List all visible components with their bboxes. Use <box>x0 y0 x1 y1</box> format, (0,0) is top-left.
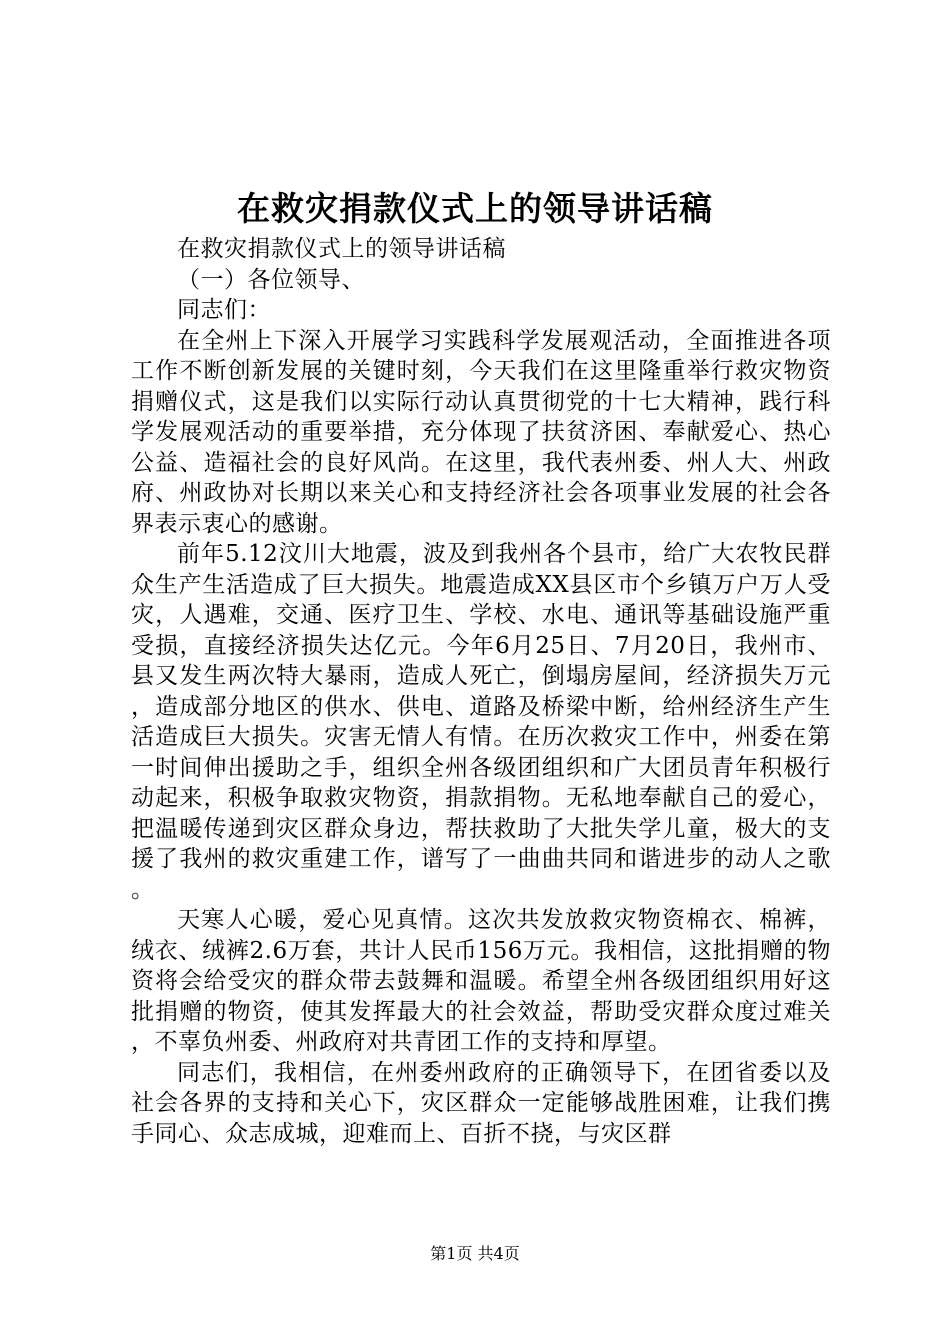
subtitle-paragraph: 在救灾捐款仪式上的领导讲话稿 <box>177 236 506 262</box>
document-body <box>131 234 831 1149</box>
page-number-footer: 第1页 共4页 <box>430 1244 520 1263</box>
body-paragraph: 天寒人心暖，爱心见真情。这次共发放救灾物资棉衣、棉裤，绒衣、绒裤2.6万套，共计人民币156万元。我相信，这批捐赠的物资将会给受灾的群众带去鼓舞和温暖。希望全州各级团组织用好这批捐赠的物资，使其发挥最大的社会效益，帮助受灾群众度过难关，不辜负州委、州政府对共青团工作的支持和厚望。 <box>131 907 831 1055</box>
salutation-paragraph: 同志们： <box>177 297 271 323</box>
body-paragraph: 在全州上下深入开展学习实践科学发展观活动，全面推进各项工作不断创新发展的关键时刻，今天我们在这里隆重举行救灾物资捐赠仪式，这是我们以实际行动认真贯彻党的十七大精神，践行科学发展观活动的重要举措，充分体现了扶贫济困、奉献爱心、热心公益、造福社会的良好风尚。在这里，我代表州委、州人大、州政府、州政协对长期以来关心和支持经济社会各项事业发展的社会各界表示衷心的感谢。 <box>131 327 831 537</box>
document-title: 在救灾捐款仪式上的领导讲话稿 <box>237 189 713 228</box>
body-paragraph: 同志们，我相信，在州委州政府的正确领导下，在团省委以及社会各界的支持和关心下，灾区群众一定能够战胜困难，让我们携手同心、众志成城，迎难而上、百折不挠，与灾区群 <box>131 1059 831 1147</box>
salutation-paragraph: （一）各位领导、 <box>177 266 365 293</box>
body-paragraph: 前年5.12汶川大地震，波及到我州各个县市，给广大农牧民群众生产生活造成了巨大损失。地震造成XX县区市个乡镇万户万人受灾，人遇难，交通、医疗卫生、学校、水电、通讯等基础设施严重受损，直接经济损失达亿元。今年6月25日、7月20日，我州市、县又发生两次特大暴雨，造成人死亡，倒塌房屋间，经济损失万元，造成部分地区的供水、供电、道路及桥梁中断，给州经济生产生活造成巨大损失。灾害无情人有情。在历次救灾工作中，州委在第一时间伸出援助之手，组织全州各级团组织和广大团员青年积极行动起来，积极争取救灾物资，捐款捐物。无私地奉献自己的爱心，把温暖传递到灾区群众身边，帮扶救助了大批失学儿童，极大的支援了我州的救灾重建工作，谱写了一曲曲共同和谐进步的动人之歌。 <box>131 541 831 903</box>
